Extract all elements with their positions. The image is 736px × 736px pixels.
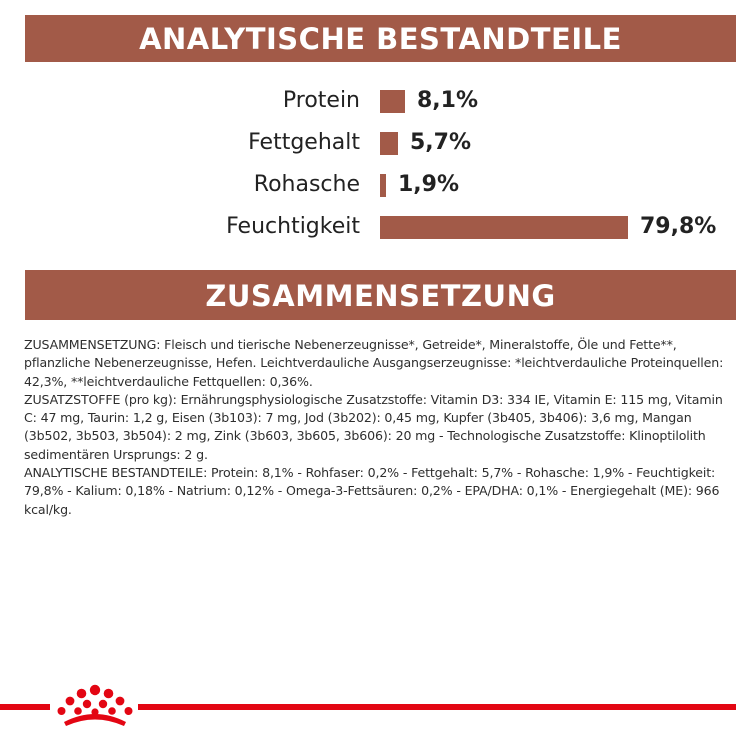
composition-paragraph: ZUSAMMENSETZUNG: Fleisch und tierische Nebenerzeugnisse*, Getreide*, Mineralstoffe, Öle und Fette**, pflanzliche Nebenerzeugnisse, Hefen. Leichtverdauliche Ausgangserzeugnisse: *leichtverdauliche Proteinquellen: 42,3%, **leichtverdauliche Fettquellen: 0,36%. — [24, 337, 724, 389]
bar-label: Feuchtigkeit — [226, 214, 360, 239]
bar — [380, 174, 386, 197]
analytical-constituents-banner — [25, 15, 736, 62]
footer-red-line-right — [138, 704, 736, 710]
bar — [380, 90, 405, 113]
royal-canin-crown-icon — [54, 682, 136, 736]
bar-row-protein — [0, 81, 736, 121]
bar-row-fettgehalt — [0, 123, 736, 163]
bar-label: Fettgehalt — [248, 130, 360, 155]
bar-value: 8,1% — [417, 88, 479, 113]
composition-title: ZUSAMMENSETZUNG — [205, 279, 556, 313]
analytical-paragraph: ANALYTISCHE BESTANDTEILE: Protein: 8,1% - Rohfaser: 0,2% - Fettgehalt: 5,7% - Rohasche: 1,9% - Feuchtigkeit: 79,8% - Kalium: 0,18% - Natrium: 0,12% - Omega-3-Fettsäuren: 0,2% - EPA/DHA: 0,1% - Energiegehalt (ME): 966 kcal/kg. — [24, 465, 720, 517]
bar — [380, 132, 398, 155]
bar-label: Rohasche — [253, 172, 360, 197]
additives-paragraph: ZUSATZSTOFFE (pro kg): Ernährungsphysiologische Zusatzstoffe: Vitamin D3: 334 IE, Vitamin E: 115 mg, Vitamin C: 47 mg, Taurin: 1,2 g, Eisen (3b103): 7 mg, Jod (3b202): 0,45 mg, Kupfer (3b405, 3b406): 3,6 mg, Mangan (3b502, 3b503, 3b504): 2 mg, Zink (3b603, 3b605, 3b606): 20 mg - Technologische Zusatzstoffe: Klinoptilolith sedimentären Ursprungs: 2 g. — [24, 391, 723, 462]
bar-row-rohasche — [0, 165, 736, 205]
bar-value: 79,8% — [640, 214, 717, 239]
bar-value: 5,7% — [410, 130, 472, 155]
analytical-constituents-title: ANALYTISCHE BESTANDTEILE — [139, 22, 622, 56]
bar — [380, 216, 628, 239]
composition-banner — [25, 270, 736, 320]
footer-red-line-left — [0, 704, 50, 710]
bar-label: Protein — [282, 88, 360, 113]
bar-value: 1,9% — [398, 172, 460, 197]
bar-row-feuchtigkeit — [0, 207, 736, 247]
composition-text — [24, 336, 730, 519]
